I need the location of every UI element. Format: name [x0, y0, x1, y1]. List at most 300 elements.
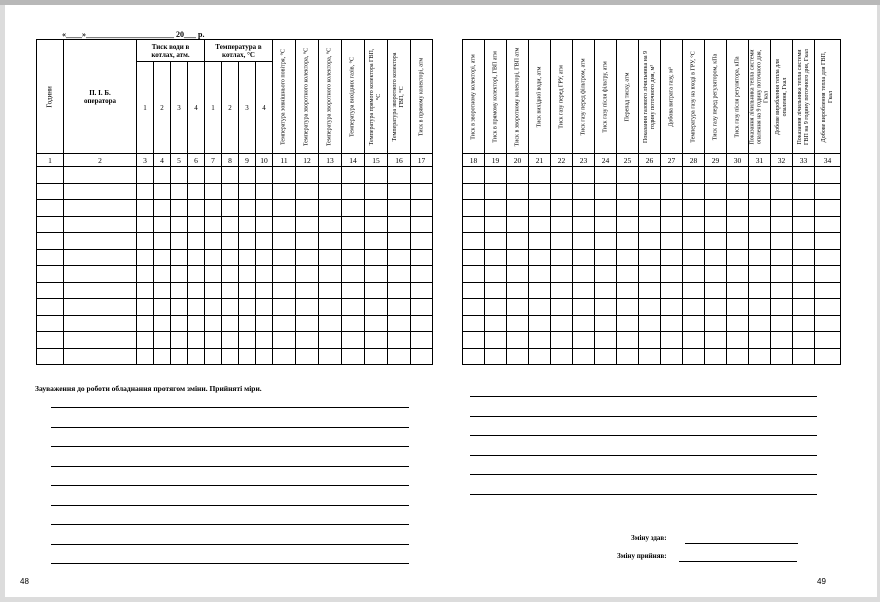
entry-cell[interactable] [222, 183, 239, 200]
entry-cell[interactable] [365, 249, 388, 266]
entry-cell[interactable] [256, 315, 273, 332]
entry-cell[interactable] [137, 183, 154, 200]
entry-cell[interactable] [639, 348, 661, 365]
entry-cell[interactable] [463, 332, 485, 349]
entry-cell[interactable] [154, 299, 171, 316]
entry-cell[interactable] [256, 216, 273, 233]
entry-cell[interactable] [727, 183, 749, 200]
entry-cell[interactable] [239, 332, 256, 349]
entry-cell[interactable] [222, 348, 239, 365]
entry-cell[interactable] [793, 233, 815, 250]
entry-cell[interactable] [595, 167, 617, 184]
entry-cell[interactable] [529, 249, 551, 266]
entry-cell[interactable] [485, 200, 507, 217]
entry-cell[interactable] [815, 315, 841, 332]
entry-cell[interactable] [411, 315, 433, 332]
entry-cell[interactable] [771, 332, 793, 349]
entry-cell[interactable] [749, 266, 771, 283]
entry-cell[interactable] [507, 167, 529, 184]
note-line[interactable] [470, 455, 817, 456]
entry-cell[interactable] [617, 249, 639, 266]
entry-cell[interactable] [485, 216, 507, 233]
entry-cell[interactable] [154, 249, 171, 266]
entry-cell[interactable] [239, 183, 256, 200]
entry-cell[interactable] [661, 167, 683, 184]
entry-cell[interactable] [529, 332, 551, 349]
entry-cell[interactable] [239, 233, 256, 250]
entry-cell[interactable] [205, 183, 222, 200]
entry-cell[interactable] [388, 249, 411, 266]
entry-cell[interactable] [296, 183, 319, 200]
entry-cell[interactable] [771, 200, 793, 217]
entry-cell[interactable] [727, 315, 749, 332]
entry-cell[interactable] [239, 266, 256, 283]
entry-cell[interactable] [256, 266, 273, 283]
entry-cell[interactable] [551, 183, 573, 200]
entry-cell[interactable] [617, 266, 639, 283]
entry-cell[interactable] [365, 183, 388, 200]
entry-cell[interactable] [573, 282, 595, 299]
entry-cell[interactable] [342, 249, 365, 266]
entry-cell[interactable] [205, 315, 222, 332]
entry-cell[interactable] [595, 233, 617, 250]
entry-cell[interactable] [771, 183, 793, 200]
entry-cell[interactable] [595, 249, 617, 266]
entry-cell[interactable] [551, 282, 573, 299]
entry-cell[interactable] [37, 183, 64, 200]
note-line[interactable] [51, 485, 409, 486]
entry-cell[interactable] [485, 233, 507, 250]
entry-cell[interactable] [256, 332, 273, 349]
note-line[interactable] [470, 494, 817, 495]
entry-cell[interactable] [171, 348, 188, 365]
entry-cell[interactable] [595, 299, 617, 316]
entry-cell[interactable] [815, 183, 841, 200]
note-line[interactable] [51, 427, 409, 428]
entry-cell[interactable] [319, 266, 342, 283]
entry-cell[interactable] [815, 332, 841, 349]
entry-cell[interactable] [342, 266, 365, 283]
entry-cell[interactable] [205, 299, 222, 316]
entry-cell[interactable] [771, 249, 793, 266]
entry-cell[interactable] [319, 282, 342, 299]
entry-cell[interactable] [365, 299, 388, 316]
entry-cell[interactable] [683, 315, 705, 332]
entry-cell[interactable] [205, 249, 222, 266]
entry-cell[interactable] [37, 167, 64, 184]
entry-cell[interactable] [388, 200, 411, 217]
entry-cell[interactable] [683, 348, 705, 365]
entry-cell[interactable] [365, 200, 388, 217]
entry-cell[interactable] [188, 282, 205, 299]
entry-cell[interactable] [411, 348, 433, 365]
entry-cell[interactable] [573, 299, 595, 316]
entry-cell[interactable] [319, 167, 342, 184]
entry-cell[interactable] [639, 249, 661, 266]
entry-cell[interactable] [573, 249, 595, 266]
entry-cell[interactable] [771, 282, 793, 299]
entry-cell[interactable] [485, 183, 507, 200]
entry-cell[interactable] [705, 200, 727, 217]
entry-cell[interactable] [37, 348, 64, 365]
entry-cell[interactable] [749, 348, 771, 365]
entry-cell[interactable] [37, 315, 64, 332]
entry-cell[interactable] [388, 167, 411, 184]
entry-cell[interactable] [205, 332, 222, 349]
entry-cell[interactable] [749, 282, 771, 299]
entry-cell[interactable] [171, 332, 188, 349]
note-line[interactable] [51, 505, 409, 506]
entry-cell[interactable] [273, 332, 296, 349]
entry-cell[interactable] [617, 183, 639, 200]
entry-cell[interactable] [171, 282, 188, 299]
entry-cell[interactable] [529, 266, 551, 283]
entry-cell[interactable] [296, 315, 319, 332]
entry-cell[interactable] [793, 183, 815, 200]
entry-cell[interactable] [319, 200, 342, 217]
entry-cell[interactable] [171, 266, 188, 283]
entry-cell[interactable] [793, 332, 815, 349]
entry-cell[interactable] [529, 200, 551, 217]
entry-cell[interactable] [573, 216, 595, 233]
entry-cell[interactable] [222, 332, 239, 349]
entry-cell[interactable] [388, 282, 411, 299]
entry-cell[interactable] [749, 249, 771, 266]
entry-cell[interactable] [815, 266, 841, 283]
entry-cell[interactable] [573, 183, 595, 200]
entry-cell[interactable] [705, 348, 727, 365]
entry-cell[interactable] [137, 299, 154, 316]
entry-cell[interactable] [771, 315, 793, 332]
entry-cell[interactable] [37, 233, 64, 250]
entry-cell[interactable] [239, 315, 256, 332]
entry-cell[interactable] [617, 233, 639, 250]
entry-cell[interactable] [411, 233, 433, 250]
entry-cell[interactable] [239, 282, 256, 299]
note-line[interactable] [51, 544, 409, 545]
entry-cell[interactable] [573, 266, 595, 283]
entry-cell[interactable] [617, 315, 639, 332]
entry-cell[interactable] [595, 183, 617, 200]
entry-cell[interactable] [205, 233, 222, 250]
entry-cell[interactable] [319, 315, 342, 332]
entry-cell[interactable] [137, 216, 154, 233]
entry-cell[interactable] [222, 315, 239, 332]
entry-cell[interactable] [529, 299, 551, 316]
entry-cell[interactable] [388, 299, 411, 316]
entry-cell[interactable] [388, 233, 411, 250]
entry-cell[interactable] [342, 282, 365, 299]
entry-cell[interactable] [485, 249, 507, 266]
entry-cell[interactable] [239, 167, 256, 184]
entry-cell[interactable] [507, 315, 529, 332]
entry-cell[interactable] [319, 183, 342, 200]
entry-cell[interactable] [705, 249, 727, 266]
entry-cell[interactable] [365, 315, 388, 332]
entry-cell[interactable] [815, 299, 841, 316]
entry-cell[interactable] [727, 167, 749, 184]
entry-cell[interactable] [551, 332, 573, 349]
entry-cell[interactable] [188, 266, 205, 283]
entry-cell[interactable] [639, 200, 661, 217]
entry-cell[interactable] [507, 216, 529, 233]
entry-cell[interactable] [551, 233, 573, 250]
entry-cell[interactable] [595, 200, 617, 217]
entry-cell[interactable] [551, 216, 573, 233]
entry-cell[interactable] [793, 299, 815, 316]
entry-cell[interactable] [661, 200, 683, 217]
entry-cell[interactable] [617, 332, 639, 349]
entry-cell[interactable] [273, 249, 296, 266]
entry-cell[interactable] [137, 315, 154, 332]
entry-cell[interactable] [507, 266, 529, 283]
entry-cell[interactable] [171, 183, 188, 200]
entry-cell[interactable] [793, 282, 815, 299]
entry-cell[interactable] [188, 183, 205, 200]
entry-cell[interactable] [342, 183, 365, 200]
entry-cell[interactable] [154, 348, 171, 365]
entry-cell[interactable] [137, 167, 154, 184]
entry-cell[interactable] [37, 266, 64, 283]
entry-cell[interactable] [507, 200, 529, 217]
entry-cell[interactable] [296, 282, 319, 299]
entry-cell[interactable] [749, 216, 771, 233]
entry-cell[interactable] [273, 299, 296, 316]
entry-cell[interactable] [342, 167, 365, 184]
entry-cell[interactable] [205, 348, 222, 365]
entry-cell[interactable] [256, 183, 273, 200]
entry-cell[interactable] [507, 233, 529, 250]
entry-cell[interactable] [256, 299, 273, 316]
entry-cell[interactable] [137, 282, 154, 299]
entry-cell[interactable] [705, 183, 727, 200]
entry-cell[interactable] [171, 249, 188, 266]
entry-cell[interactable] [319, 233, 342, 250]
entry-cell[interactable] [507, 282, 529, 299]
entry-cell[interactable] [551, 348, 573, 365]
entry-cell[interactable] [154, 216, 171, 233]
note-line[interactable] [51, 446, 409, 447]
entry-cell[interactable] [273, 183, 296, 200]
entry-cell[interactable] [365, 233, 388, 250]
entry-cell[interactable] [661, 216, 683, 233]
entry-cell[interactable] [683, 266, 705, 283]
entry-cell[interactable] [485, 299, 507, 316]
entry-cell[interactable] [239, 249, 256, 266]
entry-cell[interactable] [188, 332, 205, 349]
entry-cell[interactable] [137, 266, 154, 283]
entry-cell[interactable] [171, 216, 188, 233]
entry-cell[interactable] [639, 282, 661, 299]
entry-cell[interactable] [222, 299, 239, 316]
entry-cell[interactable] [727, 233, 749, 250]
entry-cell[interactable] [388, 183, 411, 200]
entry-cell[interactable] [815, 167, 841, 184]
entry-cell[interactable] [793, 266, 815, 283]
entry-cell[interactable] [683, 167, 705, 184]
entry-cell[interactable] [388, 315, 411, 332]
entry-cell[interactable] [154, 183, 171, 200]
entry-cell[interactable] [296, 299, 319, 316]
entry-cell[interactable] [256, 249, 273, 266]
entry-cell[interactable] [365, 167, 388, 184]
entry-cell[interactable] [222, 266, 239, 283]
entry-cell[interactable] [815, 249, 841, 266]
entry-cell[interactable] [815, 233, 841, 250]
note-line[interactable] [470, 416, 817, 417]
entry-cell[interactable] [411, 216, 433, 233]
entry-cell[interactable] [463, 200, 485, 217]
entry-cell[interactable] [273, 282, 296, 299]
entry-cell[interactable] [617, 216, 639, 233]
entry-cell[interactable] [342, 216, 365, 233]
entry-cell[interactable] [639, 332, 661, 349]
entry-cell[interactable] [239, 200, 256, 217]
entry-cell[interactable] [273, 200, 296, 217]
entry-cell[interactable] [485, 332, 507, 349]
entry-cell[interactable] [507, 332, 529, 349]
entry-cell[interactable] [639, 167, 661, 184]
entry-cell[interactable] [411, 249, 433, 266]
entry-cell[interactable] [551, 200, 573, 217]
entry-cell[interactable] [463, 216, 485, 233]
entry-cell[interactable] [727, 332, 749, 349]
entry-cell[interactable] [239, 299, 256, 316]
entry-cell[interactable] [617, 282, 639, 299]
entry-cell[interactable] [342, 200, 365, 217]
entry-cell[interactable] [239, 348, 256, 365]
entry-cell[interactable] [171, 233, 188, 250]
entry-cell[interactable] [727, 348, 749, 365]
entry-cell[interactable] [595, 348, 617, 365]
entry-cell[interactable] [551, 249, 573, 266]
entry-cell[interactable] [342, 332, 365, 349]
entry-cell[interactable] [705, 332, 727, 349]
entry-cell[interactable] [64, 249, 137, 266]
entry-cell[interactable] [705, 315, 727, 332]
entry-cell[interactable] [661, 348, 683, 365]
entry-cell[interactable] [771, 167, 793, 184]
entry-cell[interactable] [273, 233, 296, 250]
entry-cell[interactable] [273, 216, 296, 233]
entry-cell[interactable] [705, 216, 727, 233]
entry-cell[interactable] [319, 348, 342, 365]
entry-cell[interactable] [639, 216, 661, 233]
entry-cell[interactable] [296, 266, 319, 283]
entry-cell[interactable] [529, 167, 551, 184]
entry-cell[interactable] [661, 266, 683, 283]
entry-cell[interactable] [507, 183, 529, 200]
entry-cell[interactable] [388, 266, 411, 283]
entry-cell[interactable] [256, 282, 273, 299]
entry-cell[interactable] [273, 315, 296, 332]
entry-cell[interactable] [411, 200, 433, 217]
entry-cell[interactable] [188, 233, 205, 250]
entry-cell[interactable] [256, 167, 273, 184]
note-line[interactable] [51, 466, 409, 467]
entry-cell[interactable] [37, 249, 64, 266]
entry-cell[interactable] [463, 282, 485, 299]
entry-cell[interactable] [37, 299, 64, 316]
entry-cell[interactable] [595, 315, 617, 332]
entry-cell[interactable] [463, 233, 485, 250]
entry-cell[interactable] [365, 332, 388, 349]
entry-cell[interactable] [296, 249, 319, 266]
entry-cell[interactable] [771, 266, 793, 283]
entry-cell[interactable] [639, 233, 661, 250]
entry-cell[interactable] [296, 200, 319, 217]
entry-cell[interactable] [154, 200, 171, 217]
note-line[interactable] [470, 474, 817, 475]
entry-cell[interactable] [256, 233, 273, 250]
entry-cell[interactable] [705, 266, 727, 283]
entry-cell[interactable] [727, 282, 749, 299]
entry-cell[interactable] [205, 167, 222, 184]
entry-cell[interactable] [617, 348, 639, 365]
note-line[interactable] [470, 435, 817, 436]
entry-cell[interactable] [188, 167, 205, 184]
entry-cell[interactable] [595, 282, 617, 299]
entry-cell[interactable] [727, 249, 749, 266]
entry-cell[interactable] [793, 167, 815, 184]
entry-cell[interactable] [661, 183, 683, 200]
entry-cell[interactable] [342, 233, 365, 250]
entry-cell[interactable] [793, 348, 815, 365]
entry-cell[interactable] [529, 348, 551, 365]
entry-cell[interactable] [64, 216, 137, 233]
entry-cell[interactable] [485, 266, 507, 283]
entry-cell[interactable] [617, 299, 639, 316]
entry-cell[interactable] [815, 200, 841, 217]
entry-cell[interactable] [64, 282, 137, 299]
entry-cell[interactable] [639, 299, 661, 316]
entry-cell[interactable] [319, 299, 342, 316]
entry-cell[interactable] [388, 216, 411, 233]
entry-cell[interactable] [595, 216, 617, 233]
note-line[interactable] [51, 524, 409, 525]
entry-cell[interactable] [595, 266, 617, 283]
entry-cell[interactable] [683, 249, 705, 266]
entry-cell[interactable] [771, 233, 793, 250]
entry-cell[interactable] [411, 167, 433, 184]
entry-cell[interactable] [705, 282, 727, 299]
entry-cell[interactable] [573, 332, 595, 349]
entry-cell[interactable] [507, 249, 529, 266]
entry-cell[interactable] [64, 167, 137, 184]
entry-cell[interactable] [188, 216, 205, 233]
entry-cell[interactable] [411, 282, 433, 299]
entry-cell[interactable] [749, 332, 771, 349]
entry-cell[interactable] [239, 216, 256, 233]
entry-cell[interactable] [37, 282, 64, 299]
entry-cell[interactable] [222, 249, 239, 266]
entry-cell[interactable] [661, 332, 683, 349]
entry-cell[interactable] [507, 299, 529, 316]
entry-cell[interactable] [639, 266, 661, 283]
entry-cell[interactable] [296, 216, 319, 233]
entry-cell[interactable] [617, 167, 639, 184]
entry-cell[interactable] [64, 315, 137, 332]
entry-cell[interactable] [222, 167, 239, 184]
entry-cell[interactable] [683, 216, 705, 233]
note-line[interactable] [51, 563, 409, 564]
entry-cell[interactable] [37, 216, 64, 233]
entry-cell[interactable] [154, 266, 171, 283]
entry-cell[interactable] [463, 315, 485, 332]
entry-cell[interactable] [727, 299, 749, 316]
entry-cell[interactable] [683, 183, 705, 200]
entry-cell[interactable] [529, 183, 551, 200]
